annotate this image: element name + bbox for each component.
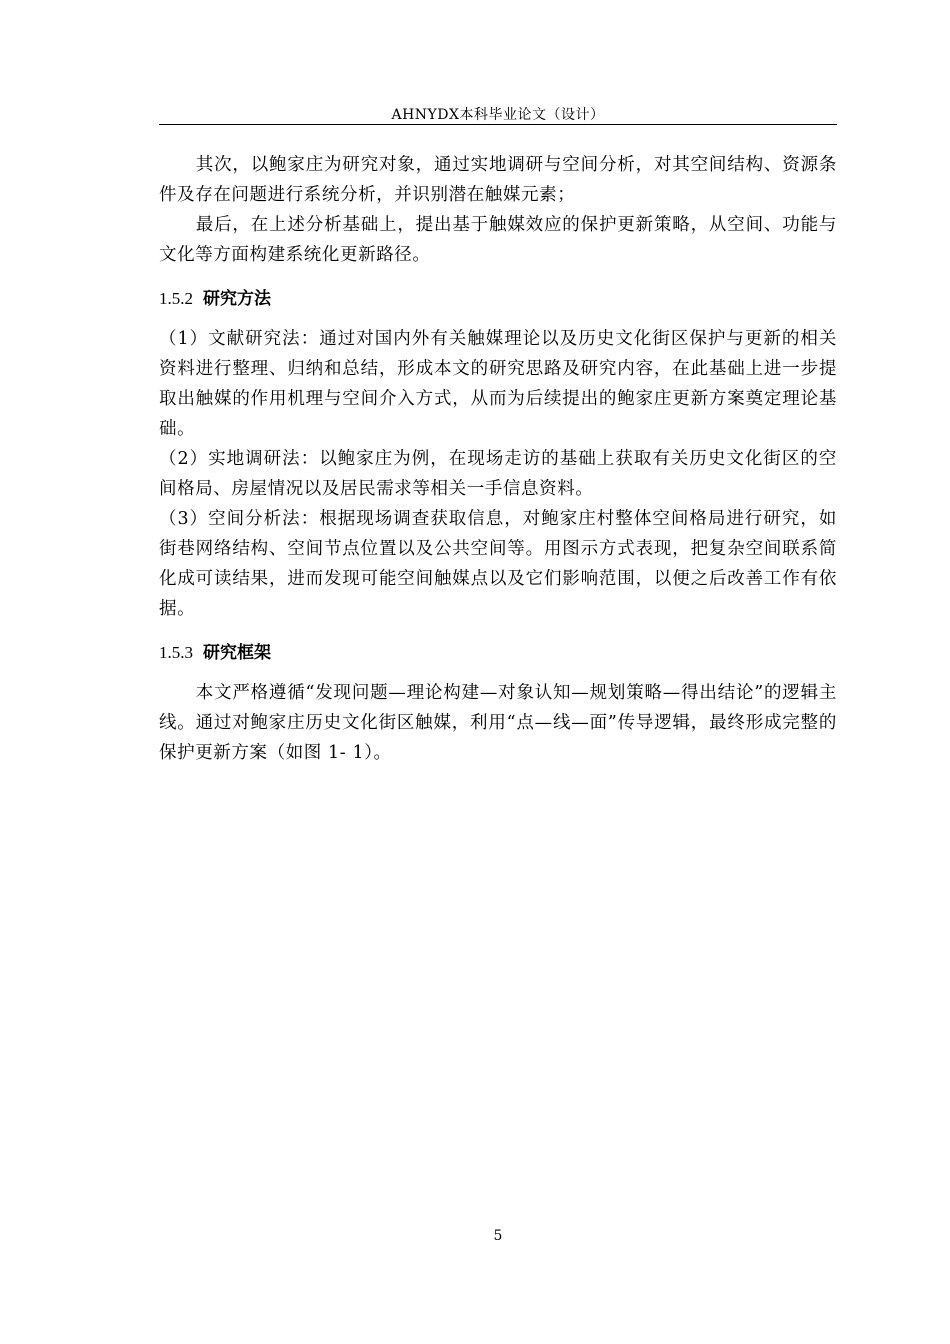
method-item-spatial-analysis: （3）空间分析法：根据现场调查获取信息，对鲍家庄村整体空间格局进行研究，如街巷网络结构、空间节点位置以及公共空间等。用图示方式表现，把复杂空间联系简化成可读结果，进而发现可能空间触媒点以及它们影响范围，以便之后改善工作有依据。: [159, 509, 837, 619]
section-heading-research-methods: [159, 286, 837, 312]
header-title: AHNYDX本科毕业论文（设计）: [391, 107, 605, 123]
paragraph-framework: 本文严格遵循“发现问题—理论构建—对象认知—规划策略—得出结论”的逻辑主线。通过对鲍家庄历史文化街区触媒，利用“点—线—面”传导逻辑，最终形成完整的保护更新方案（如图 1- 1）。: [159, 683, 837, 763]
method-item-literature: （1）文献研究法：通过对国内外有关触媒理论以及历史文化街区保护与更新的相关资料进行整理、归纳和总结，形成本文的研究思路及研究内容，在此基础上进一步提取出触媒的作用机理与空间介入方式，从而为后续提出的鲍家庄更新方案奠定理论基础。: [159, 329, 837, 439]
section-title: 研究框架: [203, 643, 271, 663]
page-number: 5: [493, 1228, 503, 1244]
page-header: [159, 104, 837, 124]
header-divider: [159, 124, 837, 125]
section-number: 1.5.3: [159, 643, 193, 662]
section-heading-research-framework: [159, 640, 837, 666]
page-body: [159, 150, 837, 768]
section-title: 研究方法: [203, 289, 271, 309]
method-item-field-survey: （2）实地调研法：以鲍家庄为例，在现场走访的基础上获取有关历史文化街区的空间格局、房屋情况以及居民需求等相关一手信息资料。: [159, 449, 837, 499]
paragraph-secondly: 其次，以鲍家庄为研究对象，通过实地调研与空间分析，对其空间结构、资源条件及存在问题进行系统分析，并识别潜在触媒元素；: [159, 155, 837, 205]
section-number: 1.5.2: [159, 289, 193, 308]
paragraph-finally: 最后，在上述分析基础上，提出基于触媒效应的保护更新策略，从空间、功能与文化等方面构建系统化更新路径。: [159, 215, 837, 265]
